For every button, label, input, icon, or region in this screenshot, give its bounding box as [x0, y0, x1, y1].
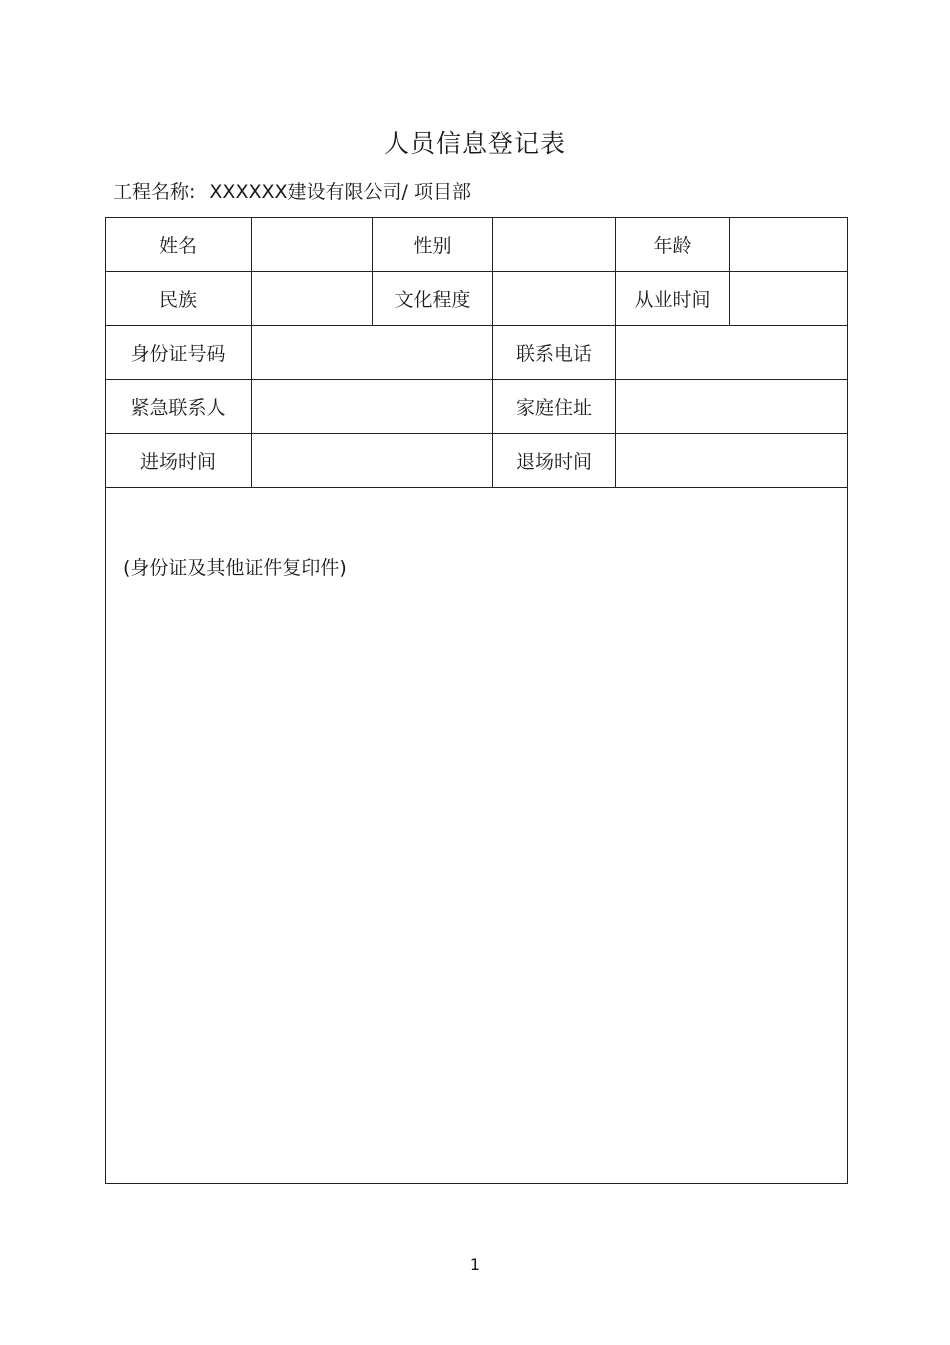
exit-time-label: 退场时间 [515, 450, 592, 473]
phone-label: 联系电话 [515, 342, 592, 365]
age-field[interactable] [730, 217, 847, 271]
work-years-field[interactable] [730, 271, 847, 325]
name-field[interactable] [252, 217, 372, 271]
age-label: 年龄 [653, 234, 692, 257]
row-divider [105, 487, 848, 488]
id-copy-area-label: (身份证及其他证件复印件) [123, 557, 347, 579]
registration-form-table [105, 217, 848, 1184]
table-border-bottom [105, 1183, 848, 1184]
page-title: 人员信息登记表 [383, 129, 566, 158]
ethnicity-label: 民族 [158, 288, 197, 311]
page-number: 1 [469, 1255, 481, 1274]
ethnicity-field[interactable] [252, 271, 372, 325]
project-name-value: XXXXXX建设有限公司/ 项目部 [209, 181, 471, 203]
education-label: 文化程度 [394, 288, 471, 311]
phone-field[interactable] [616, 325, 847, 379]
education-field[interactable] [493, 271, 615, 325]
emergency-contact-field[interactable] [252, 379, 492, 433]
id-number-field[interactable] [252, 325, 492, 379]
name-label: 姓名 [158, 234, 197, 257]
table-border-right [847, 217, 848, 1184]
exit-time-field[interactable] [616, 433, 847, 487]
project-name-label: 工程名称: [113, 181, 196, 203]
work-years-label: 从业时间 [634, 288, 711, 311]
entry-time-label: 进场时间 [139, 450, 216, 473]
address-field[interactable] [616, 379, 847, 433]
entry-time-field[interactable] [252, 433, 492, 487]
project-name-line [113, 177, 471, 204]
address-label: 家庭住址 [515, 396, 592, 419]
emergency-contact-label: 紧急联系人 [130, 396, 226, 419]
gender-label: 性别 [413, 234, 452, 257]
gender-field[interactable] [493, 217, 615, 271]
id-number-label: 身份证号码 [130, 342, 226, 365]
